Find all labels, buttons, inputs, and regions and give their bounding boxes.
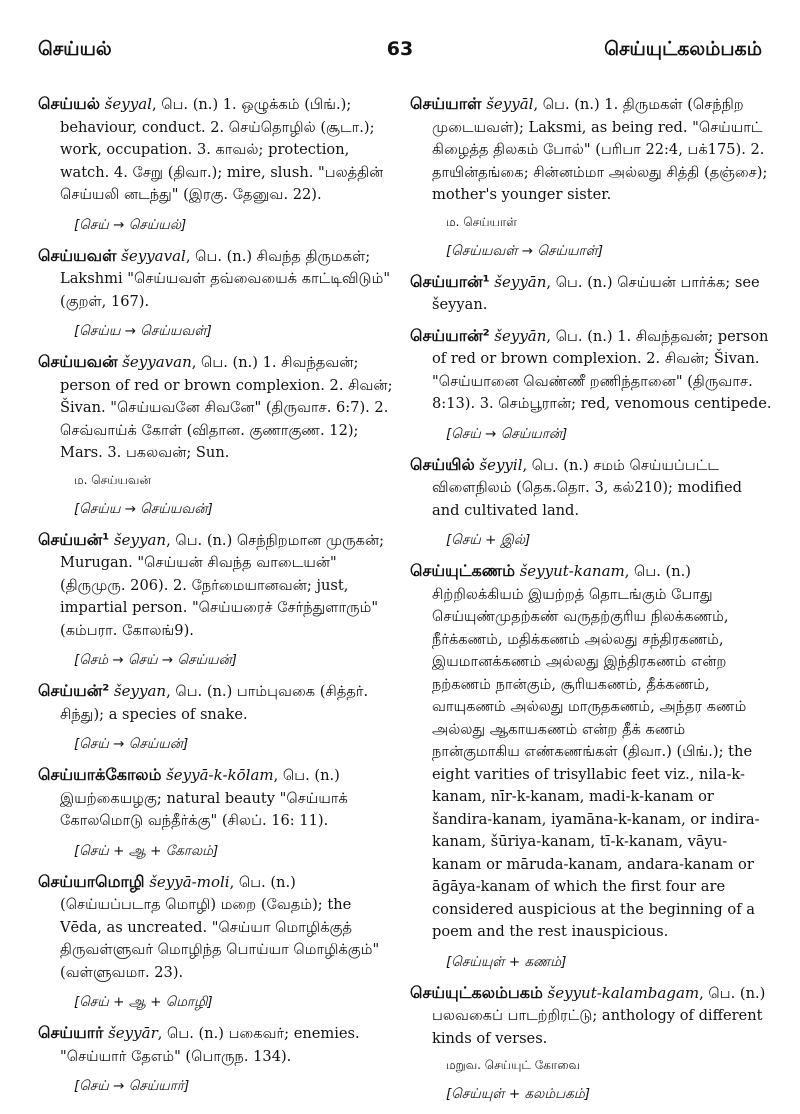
entry-text: , பெ. (n.) இயற்கையழகு; natural beauty "செய்யாக் கோலமொடு வந்தீர்க்கு" (சிலப். 16: 11). [60,767,348,829]
entry-headword: செய்யல் [38,94,101,113]
entry-text: , பெ. (n.) செய்யன் பார்க்க; see šeyyan. [432,273,760,313]
entry-definition [410,271,772,317]
entry-definition [38,680,396,726]
entry-headword: செய்யில் [410,454,475,474]
entry-transliteration: šeyyān [494,326,547,345]
entry-definition [38,871,396,985]
entry-headword: செய்யாக்கோலம் [38,765,162,784]
dictionary-entry [410,454,772,553]
dictionary-entry [38,1022,396,1098]
entry-etymology: [செய்யுள் + கணம்] [446,953,567,970]
entry-definition [38,764,396,833]
entry-cognate: ம. செய்யவன் [74,472,151,487]
entry-text: , பெ. (n.) சிற்றிலக்கியம் இயற்றத் தொடங்கும் போது செய்யுண்முதற்கண் வருதற்குரிய நிலக்கணம், நீர்க்கணம், மதிக்கணம் அல்லது சந்திரகணம், இயமானக்கணம் அல்லது இந்திரகணம் என்ற நற்கணம் நான்கும், சூரியகணம், தீக்கணம், வாயுகணம் அல்லது மாருதகணம், அந்தர கணம் அல்லது ஆகாயகணம் என்ற தீக் கணம் நான்குமாகிய எண்கணங்கள் (திவா.) (பிங்.); the eight varities of trisyllabic feet viz., nila-k-kanam, nīr-k-kanam, madi-k-kanam or šandira-kanam, iyamāna-k-kanam, or indira-kanam, šūriya-kanam, tī-k-kanam, vāyu-kanam or māruda-kanam, andara-kanam or āgāya-kanam of which the first four are considered auspicious at the beginning of a poem and the rest inauspicious. [432,563,760,940]
page-header [38,38,762,68]
entry-text: , பெ. (n.) பலவகைப் பாடற்றிரட்டு; anthology of different kinds of verses. [432,984,766,1047]
entry-headword: செய்யான்¹ [410,271,490,291]
entry-headword: செய்யுட்கணம் [410,561,515,580]
entry-transliteration: šeyyār [108,1024,158,1042]
entry-headword: செய்யாள் [410,94,482,113]
dictionary-entry [410,271,772,317]
entry-etymology: [செய்ய → செய்யவன்] [74,500,213,517]
entry-definition [410,454,772,523]
dictionary-entry [410,93,772,263]
entry-definition [410,325,772,416]
entry-transliteration: šeyyut-kalambagam [547,983,700,1002]
entry-transliteration: šeyyan [113,682,167,700]
dictionary-entry [38,871,396,1015]
entry-etymology: [செம் → செய் → செய்யன்] [74,652,237,668]
entry-definition [38,351,396,465]
dictionary-entry [410,982,772,1107]
entry-headword: செய்யார் [38,1023,104,1042]
entry-transliteration: šeyyil [479,455,523,474]
entry-definition [38,529,396,643]
entry-etymology: [செய் + ஆ + மொழி] [74,994,213,1010]
entry-headword: செய்யன்² [38,681,110,700]
header-right-guideword: செய்யுட்கலம்பகம் [604,38,762,60]
entry-etymology: [செய் → செய்யான்] [446,425,568,442]
entry-text: , பெ. (n.) 1. சிவந்தவன்; person of red or brown complexion. 2. சிவன்; Šivan. "செய்யவனே சிவனே" (திருவாச. 6:7). 2. செவ்வாய்க் கோள் (விதான. குணாகுண. 12); Mars. 3. பகலவன்; Sun. [60,354,393,461]
entry-definition [38,93,396,207]
entry-headword: செய்யான்² [410,325,490,345]
entry-etymology: [செய்யவள் → செய்யாள்] [446,242,604,259]
entry-text: , பெ. (n.) சமம் செய்யப்பட்ட விளைநிலம் (தெக.தொ. 3, கல்210); modified and cultivated land. [432,456,742,519]
dictionary-entry [38,764,396,863]
dictionary-entry [38,93,396,237]
entry-text: , பெ. (n.) செந்நிறமான முருகன்; Murugan. "செய்யன் சிவந்த வாடையன்" (திருமுரு. 206). 2. நேர்மையானவன்; just, impartial person. "செய்யரைச் சேர்ந்துளாரும்" (கம்பரா. கோலங்9). [60,531,385,639]
entry-text: , பெ. (n.) சிவந்த திருமகள்; Lakshmi "செய்யவள் தவ்வையைக் காட்டிவிடும்" (குறள், 167). [60,247,391,310]
entry-headword: செய்யன்¹ [38,529,110,549]
entry-text: , பெ. (n.) (செய்யப்படாத மொழி) மறை (வேதம்); the Vēda, as uncreated. "செய்யா மொழிக்குத் திருவள்ளுவர் மொழிந்த பொய்யா மொழிக்கும்" (வள்ளுவமா. 23). [60,873,380,981]
dictionary-entry [410,560,772,974]
entry-cognate: ம. செய்யாள் [446,214,517,229]
entry-etymology: [செய்யுள் + கலம்பகம்] [446,1086,590,1102]
dictionary-entry [410,325,772,446]
entry-etymology: [செய் + ஆ + கோலம்] [74,842,219,859]
entry-definition [410,982,772,1051]
entry-transliteration: šeyyāl [486,95,534,113]
entry-etymology: [செய் → செய்யல்] [74,216,187,233]
entry-definition [38,245,396,314]
entry-etymology: [செய் → செய்யன்] [74,736,189,752]
entry-headword: செய்யவன் [38,352,118,371]
dictionary-entry [38,680,396,756]
entry-definition [410,93,772,207]
entry-headword: செய்யுட்கலம்பகம் [410,982,543,1002]
entry-definition [410,560,772,944]
dictionary-entry [38,529,396,673]
entry-transliteration: šeyyan [113,530,167,549]
right-column [410,93,772,1114]
entry-etymology: [செய்ய → செய்யவள்] [74,323,212,339]
entry-transliteration: šeyyān [494,272,547,291]
entry-text: , பெ. (n.) 1. சிவந்தவன்; person of red or brown complexion. 2. சிவன்; Šivan. "செய்யானை வெண்ணீ றணிந்தானை" (திருவாச. 8:13). 3. செம்பூரான்; red, venomous centipede. [432,327,772,412]
entry-text: , பெ. (n.) 1. திருமகள் (செந்நிற முடையவள்); Laksmi, as being red. "செய்யாட் கிழைத்த திலகம் போல்" (பரிபா 22:4, பக்175). 2. தாயின்தங்கை; சின்னம்மா அல்லது சித்தி (தஞ்சை); mother's younger sister. [432,96,768,203]
entry-text: , பெ. (n.) 1. ஒழுக்கம் (பிங்.); behaviour, conduct. 2. செய்தொழில் (சூடா.); work, occupation. 3. காவல்; protection, watch. 4. சேறு (திவா.); mire, slush. "பலத்தின் செய்யலி னடந்து" (இரகு. தேனுவ. 22). [60,96,384,203]
entry-cognate: மறுவ. செய்யுட் கோவை [446,1058,581,1072]
entry-transliteration: šeyyut-kanam [519,562,625,580]
header-left-guideword: செய்யல் [38,38,112,60]
entry-text: , பெ. (n.) பகைவர்; enemies. "செய்யார் தேஎம்" (பொருந. 134). [60,1025,360,1065]
entry-transliteration: šeyyaval [121,246,186,265]
entry-etymology: [செய் → செய்யார்] [74,1078,190,1094]
entry-definition [38,1022,396,1068]
left-column [38,93,396,1106]
entry-transliteration: šeyyā-moli [149,872,230,891]
entry-headword: செய்யாமொழி [38,871,145,891]
entry-transliteration: šeyyā-k-kōlam [166,766,274,784]
entry-etymology: [செய் + இல்] [446,532,531,548]
dictionary-entry [38,245,396,344]
entry-transliteration: šeyyavan [122,353,192,371]
dictionary-entry [38,351,396,521]
entry-transliteration: šeyyal [104,95,152,113]
entry-text: , பெ. (n.) பாம்புவகை (சித்தர். சிந்து); a species of snake. [60,683,369,723]
page-number: 63 [386,38,414,60]
entry-headword: செய்யவள் [38,245,117,265]
